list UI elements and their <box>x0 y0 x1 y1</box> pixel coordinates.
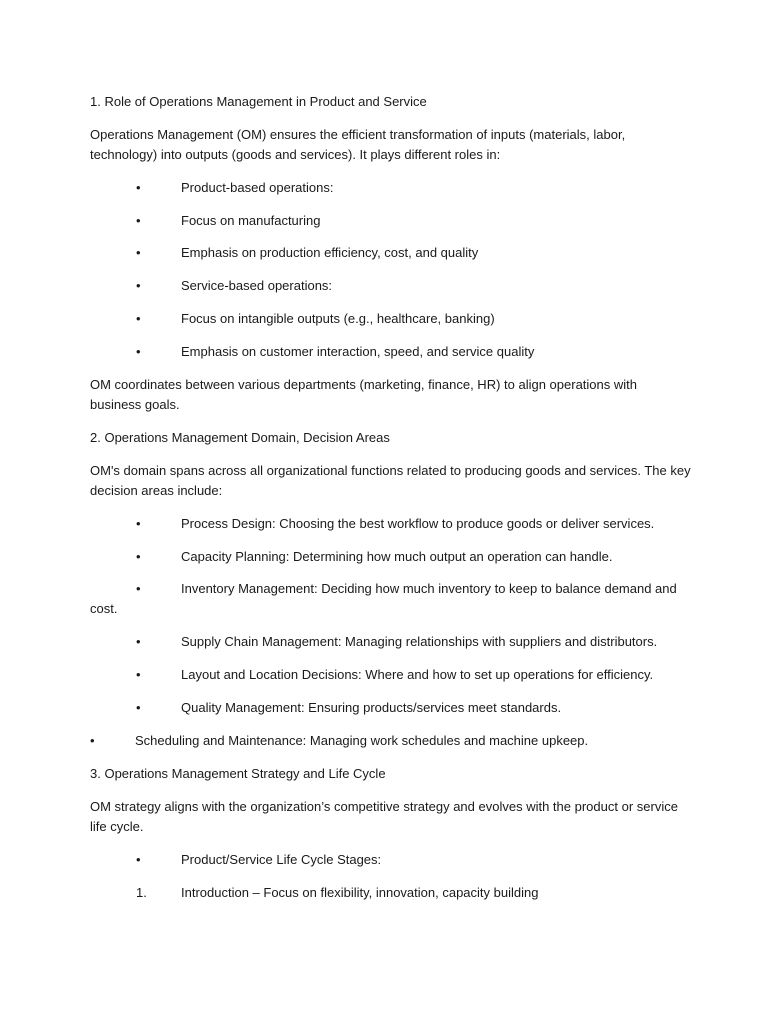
list-item: Service-based operations: <box>181 278 333 293</box>
section-1-intro-line-1: Operations Management (OM) ensures the efficient transformation of inputs (materials, labor, <box>90 127 626 142</box>
list-item: Product/Service Life Cycle Stages: <box>181 852 382 867</box>
bullet-marker: • <box>90 733 95 748</box>
list-item: Focus on intangible outputs (e.g., healthcare, banking) <box>181 311 495 326</box>
bullet-marker: • <box>136 549 141 564</box>
section-3-heading: 3. Operations Management Strategy and Life Cycle <box>90 766 386 781</box>
list-item: Product-based operations: <box>181 180 334 195</box>
section-3-intro-line-1: OM strategy aligns with the organization’s competitive strategy and evolves with the product or service <box>90 799 678 814</box>
list-item: Inventory Management: Deciding how much inventory to keep to balance demand and <box>181 581 677 596</box>
bullet-marker: • <box>136 245 141 260</box>
numbered-list-item: Introduction – Focus on flexibility, innovation, capacity building <box>181 885 539 900</box>
bullet-marker: • <box>136 700 141 715</box>
bullet-marker: • <box>136 667 141 682</box>
section-3-intro-line-2: life cycle. <box>90 819 144 834</box>
bullet-marker: • <box>136 634 141 649</box>
list-item: Scheduling and Maintenance: Managing work schedules and machine upkeep. <box>135 733 589 748</box>
list-item: Focus on manufacturing <box>181 213 321 228</box>
section-1-closing-line-2: business goals. <box>90 397 180 412</box>
bullet-marker: • <box>136 311 141 326</box>
list-item: Quality Management: Ensuring products/services meet standards. <box>181 700 562 715</box>
list-item: Emphasis on production efficiency, cost, and quality <box>181 245 479 260</box>
list-item: Supply Chain Management: Managing relationships with suppliers and distributors. <box>181 634 658 649</box>
section-1-closing-line-1: OM coordinates between various departments (marketing, finance, HR) to align operations with <box>90 377 637 392</box>
bullet-marker: • <box>136 581 141 596</box>
bullet-marker: • <box>136 516 141 531</box>
section-2-intro-line-2: decision areas include: <box>90 483 223 498</box>
section-2-intro-line-1: OM's domain spans across all organizational functions related to producing goods and services. The key <box>90 463 691 478</box>
bullet-marker: • <box>136 180 141 195</box>
list-item: Process Design: Choosing the best workflow to produce goods or deliver services. <box>181 516 655 531</box>
section-2-heading: 2. Operations Management Domain, Decision Areas <box>90 430 390 445</box>
section-1-intro-line-2: technology) into outputs (goods and services). It plays different roles in: <box>90 147 501 162</box>
bullet-marker: • <box>136 278 141 293</box>
list-item-continuation: cost. <box>90 601 118 616</box>
list-item: Layout and Location Decisions: Where and how to set up operations for efficiency. <box>181 667 654 682</box>
list-item: Capacity Planning: Determining how much output an operation can handle. <box>181 549 613 564</box>
list-number: 1. <box>136 885 147 900</box>
bullet-marker: • <box>136 213 141 228</box>
bullet-marker: • <box>136 852 141 867</box>
section-1-heading: 1. Role of Operations Management in Product and Service <box>90 94 427 109</box>
bullet-marker: • <box>136 344 141 359</box>
list-item: Emphasis on customer interaction, speed, and service quality <box>181 344 535 359</box>
